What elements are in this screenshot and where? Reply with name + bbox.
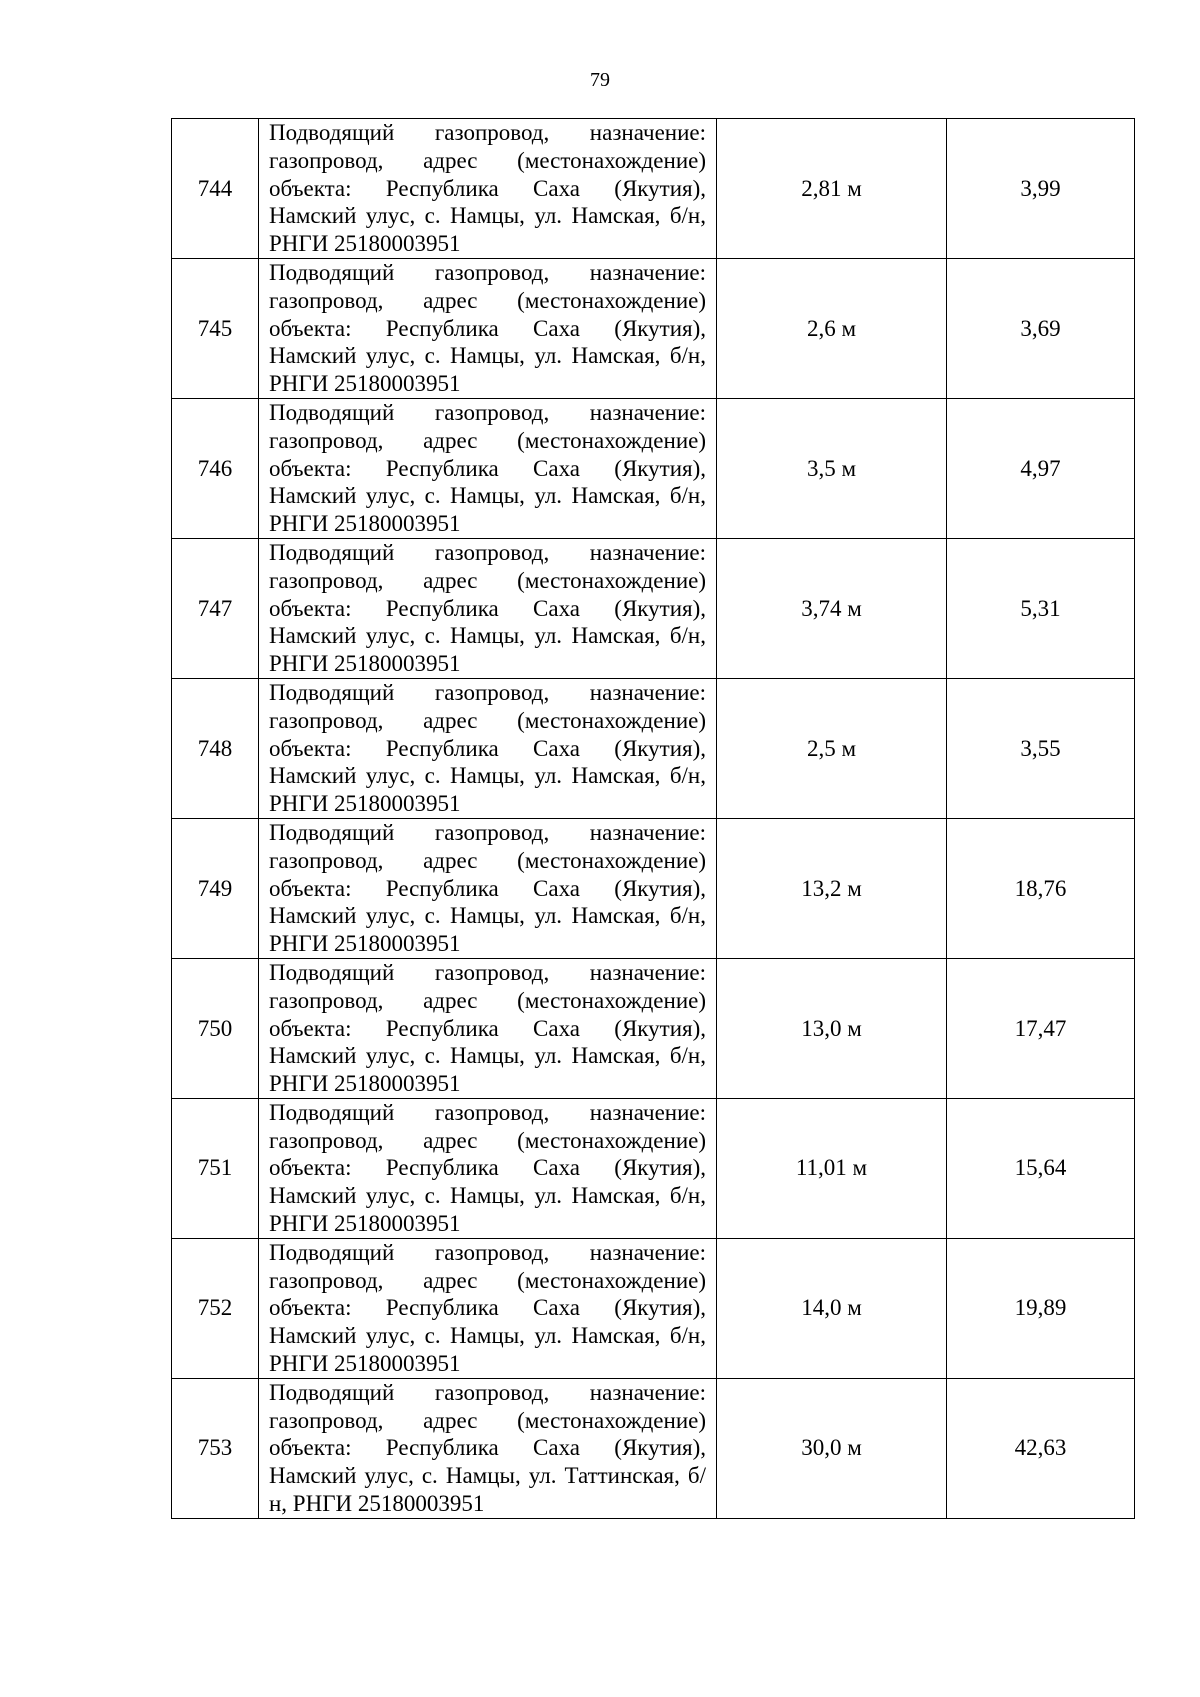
row-number-cell: 744 <box>172 119 259 259</box>
description-cell: Подводящий газопровод, назначение: газопровод, адрес (местонахождение) объекта: Республика Саха (Якутия), Намский улус, с. Намцы, ул. Намская, б/н, РНГИ 25180003951 <box>259 818 717 958</box>
table-row <box>172 398 1135 538</box>
row-number-cell: 746 <box>172 398 259 538</box>
description-cell: Подводящий газопровод, назначение: газопровод, адрес (местонахождение) объекта: Республика Саха (Якутия), Намский улус, с. Намцы, ул. Намская, б/н, РНГИ 25180003951 <box>259 958 717 1098</box>
description-cell: Подводящий газопровод, назначение: газопровод, адрес (местонахождение) объекта: Республика Саха (Якутия), Намский улус, с. Намцы, ул. Намская, б/н, РНГИ 25180003951 <box>259 1098 717 1238</box>
page-number: 79 <box>590 69 610 91</box>
value-cell: 42,63 <box>947 1378 1135 1518</box>
description-cell: Подводящий газопровод, назначение: газопровод, адрес (местонахождение) объекта: Республика Саха (Якутия), Намский улус, с. Намцы, ул. Таттинская, б/н, РНГИ 25180003951 <box>259 1378 717 1518</box>
value-cell: 18,76 <box>947 818 1135 958</box>
row-number-cell: 750 <box>172 958 259 1098</box>
description-cell: Подводящий газопровод, назначение: газопровод, адрес (местонахождение) объекта: Республика Саха (Якутия), Намский улус, с. Намцы, ул. Намская, б/н, РНГИ 25180003951 <box>259 538 717 678</box>
table-row <box>172 119 1135 259</box>
table-row <box>172 1098 1135 1238</box>
length-cell: 11,01 м <box>717 1098 947 1238</box>
description-cell: Подводящий газопровод, назначение: газопровод, адрес (местонахождение) объекта: Республика Саха (Якутия), Намский улус, с. Намцы, ул. Намская, б/н, РНГИ 25180003951 <box>259 678 717 818</box>
row-number-cell: 752 <box>172 1238 259 1378</box>
length-cell: 3,74 м <box>717 538 947 678</box>
length-cell: 2,81 м <box>717 119 947 259</box>
value-cell: 17,47 <box>947 958 1135 1098</box>
length-cell: 14,0 м <box>717 1238 947 1378</box>
description-cell: Подводящий газопровод, назначение: газопровод, адрес (местонахождение) объекта: Республика Саха (Якутия), Намский улус, с. Намцы, ул. Намская, б/н, РНГИ 25180003951 <box>259 398 717 538</box>
value-cell: 19,89 <box>947 1238 1135 1378</box>
value-cell: 3,55 <box>947 678 1135 818</box>
table-row <box>172 958 1135 1098</box>
length-cell: 2,5 м <box>717 678 947 818</box>
table-row <box>172 1238 1135 1378</box>
length-cell: 13,2 м <box>717 818 947 958</box>
table-row <box>172 538 1135 678</box>
row-number-cell: 753 <box>172 1378 259 1518</box>
length-cell: 13,0 м <box>717 958 947 1098</box>
description-cell: Подводящий газопровод, назначение: газопровод, адрес (местонахождение) объекта: Республика Саха (Якутия), Намский улус, с. Намцы, ул. Намская, б/н, РНГИ 25180003951 <box>259 1238 717 1378</box>
value-cell: 3,69 <box>947 258 1135 398</box>
length-cell: 30,0 м <box>717 1378 947 1518</box>
description-cell: Подводящий газопровод, назначение: газопровод, адрес (местонахождение) объекта: Республика Саха (Якутия), Намский улус, с. Намцы, ул. Намская, б/н, РНГИ 25180003951 <box>259 119 717 259</box>
value-cell: 5,31 <box>947 538 1135 678</box>
row-number-cell: 749 <box>172 818 259 958</box>
table-row <box>172 1378 1135 1518</box>
row-number-cell: 751 <box>172 1098 259 1238</box>
description-cell: Подводящий газопровод, назначение: газопровод, адрес (местонахождение) объекта: Республика Саха (Якутия), Намский улус, с. Намцы, ул. Намская, б/н, РНГИ 25180003951 <box>259 258 717 398</box>
value-cell: 4,97 <box>947 398 1135 538</box>
row-number-cell: 745 <box>172 258 259 398</box>
length-cell: 3,5 м <box>717 398 947 538</box>
table-row <box>172 678 1135 818</box>
table-row <box>172 258 1135 398</box>
table-row <box>172 818 1135 958</box>
value-cell: 3,99 <box>947 119 1135 259</box>
row-number-cell: 747 <box>172 538 259 678</box>
property-registry-table <box>171 118 1135 1519</box>
value-cell: 15,64 <box>947 1098 1135 1238</box>
row-number-cell: 748 <box>172 678 259 818</box>
length-cell: 2,6 м <box>717 258 947 398</box>
